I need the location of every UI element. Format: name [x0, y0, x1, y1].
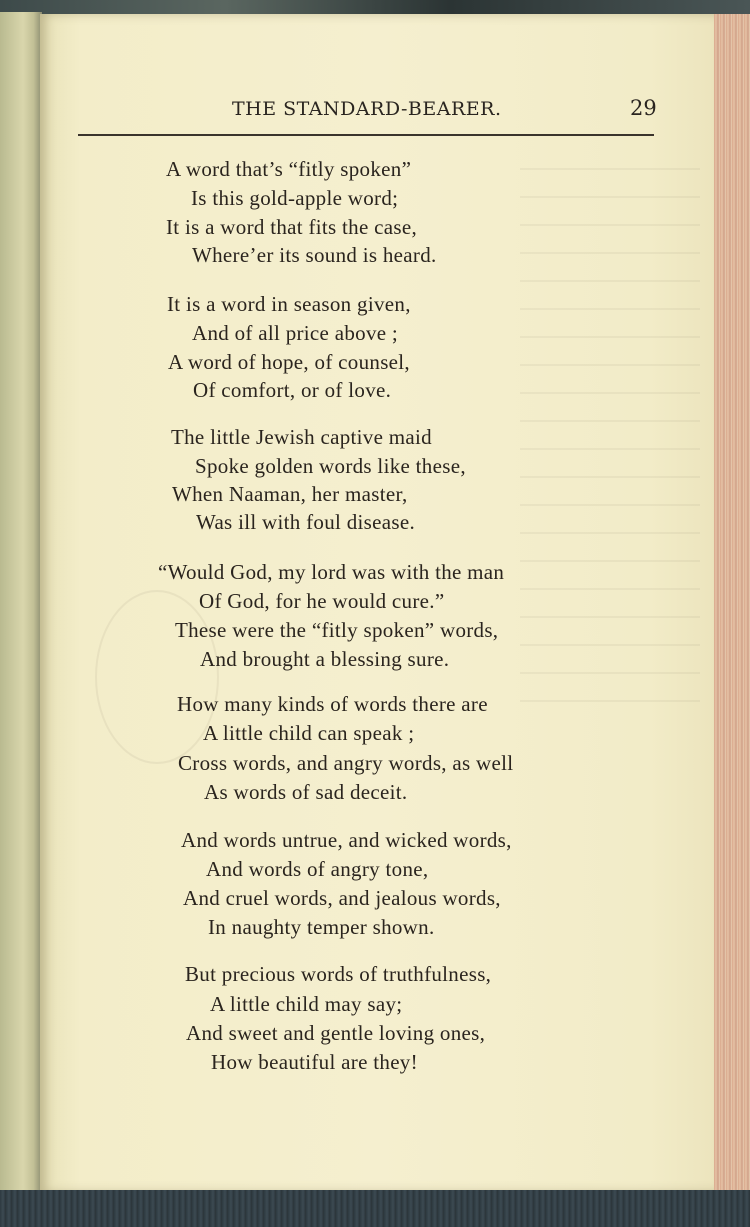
poem-line: And words of angry tone, [206, 857, 429, 881]
poem-line: A little child can speak ; [203, 721, 415, 745]
poem-line: The little Jewish captive maid [171, 425, 432, 449]
poem-line: Is this gold-apple word; [191, 186, 399, 210]
poem-line: These were the “fitly spoken” words, [175, 618, 499, 642]
poem-line: It is a word that fits the case, [166, 215, 418, 239]
poem-line: Was ill with foul disease. [196, 510, 415, 534]
poem-line: A word of hope, of counsel, [168, 350, 410, 374]
poem-line: It is a word in season given, [167, 292, 411, 316]
poem-line: But precious words of truthfulness, [185, 962, 492, 986]
poem-line: As words of sad deceit. [204, 780, 408, 804]
poem-line: When Naaman, her master, [172, 482, 408, 506]
poem-line: And brought a blessing sure. [200, 647, 450, 671]
poem-line: “Would God, my lord was with the man [158, 560, 505, 584]
poem-line: Of God, for he would cure.” [199, 589, 445, 613]
poem-line: Cross words, and angry words, as well [178, 751, 514, 775]
poem-line: A word that’s “fitly spoken” [166, 157, 412, 181]
poem-line: And words untrue, and wicked words, [181, 828, 512, 852]
poem-line: Spoke golden words like these, [195, 454, 466, 478]
running-head-title: THE STANDARD-BEARER. [232, 98, 502, 120]
poem-line: How many kinds of words there are [177, 692, 488, 716]
poem-line: Where’er its sound is heard. [192, 243, 437, 267]
poem-line: How beautiful are they! [211, 1050, 418, 1074]
poem-line: In naughty temper shown. [208, 915, 435, 939]
poem-line: Of comfort, or of love. [193, 378, 392, 402]
page-number: 29 [630, 96, 657, 120]
poem-line: And sweet and gentle loving ones, [186, 1021, 486, 1045]
poem-line: A little child may say; [210, 992, 403, 1016]
poem-line: And of all price above ; [192, 321, 399, 345]
poem-line: And cruel words, and jealous words, [183, 886, 501, 910]
